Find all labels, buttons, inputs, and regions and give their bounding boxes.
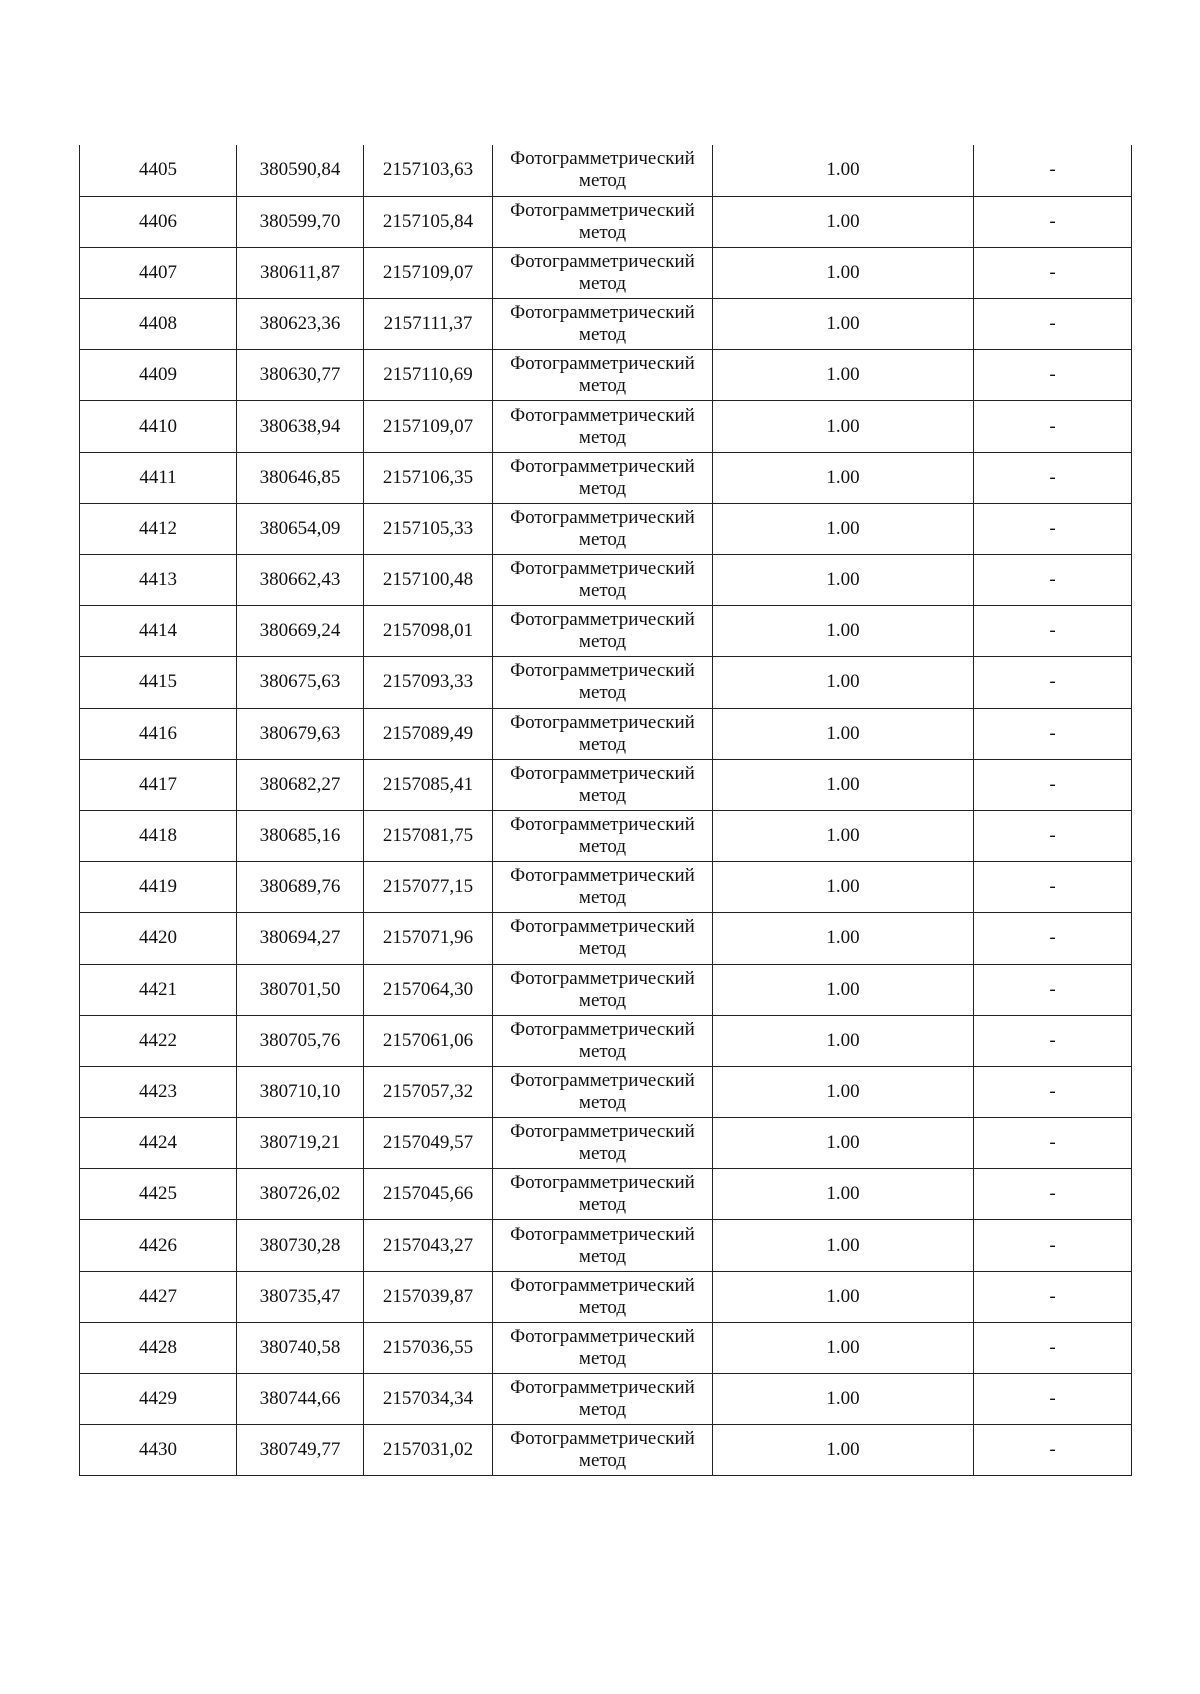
- table-row: [80, 1374, 1132, 1425]
- accuracy-cell: 1.00: [713, 1220, 974, 1271]
- x-coordinate-cell: 380682,27: [237, 759, 364, 810]
- point-number-cell: 4408: [80, 299, 237, 350]
- note-cell: -: [974, 503, 1132, 554]
- note-cell: -: [974, 1118, 1132, 1169]
- note-cell: -: [974, 708, 1132, 759]
- y-coordinate-cell: 2157111,37: [364, 299, 493, 350]
- method-cell: [493, 452, 713, 503]
- point-number-cell: 4426: [80, 1220, 237, 1271]
- method-line-2: метод: [578, 170, 627, 192]
- accuracy-cell: 1.00: [713, 1118, 974, 1169]
- y-coordinate-cell: 2157103,63: [364, 145, 493, 196]
- x-coordinate-cell: 380630,77: [237, 350, 364, 401]
- table-row: [80, 196, 1132, 247]
- accuracy-cell: 1.00: [713, 913, 974, 964]
- method-cell: [493, 145, 713, 196]
- accuracy-cell: 1.00: [713, 145, 974, 196]
- point-number-cell: 4427: [80, 1271, 237, 1322]
- method-line-2: метод: [578, 324, 627, 346]
- method-cell: [493, 1118, 713, 1169]
- method-cell: [493, 657, 713, 708]
- point-number-cell: 4423: [80, 1066, 237, 1117]
- method-line-1: Фотограмметрический: [510, 199, 695, 221]
- note-cell: -: [974, 1374, 1132, 1425]
- x-coordinate-cell: 380701,50: [237, 964, 364, 1015]
- method-cell: [493, 1015, 713, 1066]
- note-cell: -: [974, 759, 1132, 810]
- y-coordinate-cell: 2157064,30: [364, 964, 493, 1015]
- x-coordinate-cell: 380654,09: [237, 503, 364, 554]
- method-line-2: метод: [578, 631, 627, 653]
- method-line-1: Фотограмметрический: [510, 455, 695, 477]
- table-row: [80, 862, 1132, 913]
- method-line-2: метод: [578, 1399, 627, 1421]
- method-line-1: Фотограмметрический: [510, 660, 695, 682]
- method-line-2: метод: [578, 1194, 627, 1216]
- point-number-cell: 4407: [80, 247, 237, 298]
- table-row: [80, 503, 1132, 554]
- method-cell: [493, 708, 713, 759]
- table-row: [80, 145, 1132, 196]
- point-number-cell: 4405: [80, 145, 237, 196]
- note-cell: -: [974, 401, 1132, 452]
- method-cell: [493, 247, 713, 298]
- y-coordinate-cell: 2157071,96: [364, 913, 493, 964]
- y-coordinate-cell: 2157031,02: [364, 1425, 493, 1476]
- point-number-cell: 4410: [80, 401, 237, 452]
- y-coordinate-cell: 2157039,87: [364, 1271, 493, 1322]
- point-number-cell: 4412: [80, 503, 237, 554]
- y-coordinate-cell: 2157034,34: [364, 1374, 493, 1425]
- accuracy-cell: 1.00: [713, 401, 974, 452]
- y-coordinate-cell: 2157061,06: [364, 1015, 493, 1066]
- accuracy-cell: 1.00: [713, 606, 974, 657]
- accuracy-cell: 1.00: [713, 1322, 974, 1373]
- note-cell: -: [974, 1322, 1132, 1373]
- note-cell: -: [974, 1271, 1132, 1322]
- note-cell: -: [974, 606, 1132, 657]
- method-cell: [493, 759, 713, 810]
- point-number-cell: 4424: [80, 1118, 237, 1169]
- x-coordinate-cell: 380685,16: [237, 810, 364, 861]
- method-line-1: Фотограмметрический: [510, 865, 695, 887]
- method-line-2: метод: [578, 887, 627, 909]
- method-line-2: метод: [578, 375, 627, 397]
- accuracy-cell: 1.00: [713, 964, 974, 1015]
- table-body: [80, 145, 1132, 1476]
- point-number-cell: 4414: [80, 606, 237, 657]
- method-cell: [493, 1322, 713, 1373]
- table-row: [80, 555, 1132, 606]
- accuracy-cell: 1.00: [713, 1271, 974, 1322]
- table-row: [80, 1015, 1132, 1066]
- note-cell: -: [974, 862, 1132, 913]
- method-line-2: метод: [578, 1143, 627, 1165]
- method-line-1: Фотограмметрический: [510, 1172, 695, 1194]
- table-row: [80, 1322, 1132, 1373]
- y-coordinate-cell: 2157106,35: [364, 452, 493, 503]
- accuracy-cell: 1.00: [713, 1169, 974, 1220]
- table-row: [80, 964, 1132, 1015]
- note-cell: -: [974, 1066, 1132, 1117]
- accuracy-cell: 1.00: [713, 1374, 974, 1425]
- x-coordinate-cell: 380679,63: [237, 708, 364, 759]
- method-cell: [493, 606, 713, 657]
- note-cell: -: [974, 299, 1132, 350]
- point-number-cell: 4406: [80, 196, 237, 247]
- point-number-cell: 4429: [80, 1374, 237, 1425]
- method-line-2: метод: [578, 1296, 627, 1318]
- note-cell: -: [974, 555, 1132, 606]
- note-cell: -: [974, 452, 1132, 503]
- y-coordinate-cell: 2157100,48: [364, 555, 493, 606]
- point-number-cell: 4409: [80, 350, 237, 401]
- method-line-2: метод: [578, 477, 627, 499]
- accuracy-cell: 1.00: [713, 196, 974, 247]
- y-coordinate-cell: 2157098,01: [364, 606, 493, 657]
- y-coordinate-cell: 2157081,75: [364, 810, 493, 861]
- x-coordinate-cell: 380735,47: [237, 1271, 364, 1322]
- accuracy-cell: 1.00: [713, 452, 974, 503]
- method-line-1: Фотограмметрический: [510, 1274, 695, 1296]
- y-coordinate-cell: 2157110,69: [364, 350, 493, 401]
- note-cell: -: [974, 913, 1132, 964]
- point-number-cell: 4413: [80, 555, 237, 606]
- table-row: [80, 657, 1132, 708]
- table-row: [80, 1118, 1132, 1169]
- method-line-1: Фотограмметрический: [510, 353, 695, 375]
- note-cell: -: [974, 657, 1132, 708]
- x-coordinate-cell: 380623,36: [237, 299, 364, 350]
- table-row: [80, 401, 1132, 452]
- method-cell: [493, 299, 713, 350]
- y-coordinate-cell: 2157043,27: [364, 1220, 493, 1271]
- note-cell: -: [974, 145, 1132, 196]
- x-coordinate-cell: 380669,24: [237, 606, 364, 657]
- x-coordinate-cell: 380749,77: [237, 1425, 364, 1476]
- y-coordinate-cell: 2157105,84: [364, 196, 493, 247]
- method-line-2: метод: [578, 528, 627, 550]
- accuracy-cell: 1.00: [713, 708, 974, 759]
- method-line-2: метод: [578, 989, 627, 1011]
- point-number-cell: 4421: [80, 964, 237, 1015]
- method-line-2: метод: [578, 221, 627, 243]
- table-row: [80, 1425, 1132, 1476]
- method-cell: [493, 555, 713, 606]
- point-number-cell: 4416: [80, 708, 237, 759]
- x-coordinate-cell: 380662,43: [237, 555, 364, 606]
- note-cell: -: [974, 1220, 1132, 1271]
- x-coordinate-cell: 380705,76: [237, 1015, 364, 1066]
- x-coordinate-cell: 380675,63: [237, 657, 364, 708]
- x-coordinate-cell: 380646,85: [237, 452, 364, 503]
- x-coordinate-cell: 380638,94: [237, 401, 364, 452]
- method-line-2: метод: [578, 1347, 627, 1369]
- method-line-1: Фотограмметрический: [510, 1377, 695, 1399]
- point-number-cell: 4411: [80, 452, 237, 503]
- note-cell: -: [974, 1015, 1132, 1066]
- method-cell: [493, 1271, 713, 1322]
- y-coordinate-cell: 2157049,57: [364, 1118, 493, 1169]
- y-coordinate-cell: 2157085,41: [364, 759, 493, 810]
- point-number-cell: 4415: [80, 657, 237, 708]
- note-cell: -: [974, 964, 1132, 1015]
- y-coordinate-cell: 2157089,49: [364, 708, 493, 759]
- point-number-cell: 4420: [80, 913, 237, 964]
- table-row: [80, 1271, 1132, 1322]
- method-line-2: метод: [578, 938, 627, 960]
- point-number-cell: 4418: [80, 810, 237, 861]
- method-cell: [493, 401, 713, 452]
- method-cell: [493, 1169, 713, 1220]
- method-line-2: метод: [578, 784, 627, 806]
- note-cell: -: [974, 1169, 1132, 1220]
- method-line-1: Фотограмметрический: [510, 711, 695, 733]
- x-coordinate-cell: 380726,02: [237, 1169, 364, 1220]
- table-row: [80, 1169, 1132, 1220]
- method-cell: [493, 862, 713, 913]
- method-line-2: метод: [578, 682, 627, 704]
- x-coordinate-cell: 380719,21: [237, 1118, 364, 1169]
- table-row: [80, 247, 1132, 298]
- method-cell: [493, 196, 713, 247]
- accuracy-cell: 1.00: [713, 555, 974, 606]
- method-line-2: метод: [578, 1450, 627, 1472]
- note-cell: -: [974, 247, 1132, 298]
- y-coordinate-cell: 2157036,55: [364, 1322, 493, 1373]
- y-coordinate-cell: 2157057,32: [364, 1066, 493, 1117]
- method-cell: [493, 913, 713, 964]
- method-cell: [493, 350, 713, 401]
- table-row: [80, 606, 1132, 657]
- y-coordinate-cell: 2157109,07: [364, 247, 493, 298]
- method-line-2: метод: [578, 272, 627, 294]
- method-line-1: Фотограмметрический: [510, 250, 695, 272]
- x-coordinate-cell: 380744,66: [237, 1374, 364, 1425]
- x-coordinate-cell: 380740,58: [237, 1322, 364, 1373]
- accuracy-cell: 1.00: [713, 657, 974, 708]
- method-line-2: метод: [578, 1040, 627, 1062]
- table-row: [80, 1066, 1132, 1117]
- accuracy-cell: 1.00: [713, 810, 974, 861]
- x-coordinate-cell: 380689,76: [237, 862, 364, 913]
- accuracy-cell: 1.00: [713, 299, 974, 350]
- method-line-2: метод: [578, 733, 627, 755]
- x-coordinate-cell: 380694,27: [237, 913, 364, 964]
- accuracy-cell: 1.00: [713, 1425, 974, 1476]
- method-cell: [493, 503, 713, 554]
- method-cell: [493, 1220, 713, 1271]
- method-line-1: Фотограмметрический: [510, 1121, 695, 1143]
- point-number-cell: 4425: [80, 1169, 237, 1220]
- method-line-2: метод: [578, 1245, 627, 1267]
- table-row: [80, 1220, 1132, 1271]
- accuracy-cell: 1.00: [713, 1066, 974, 1117]
- y-coordinate-cell: 2157093,33: [364, 657, 493, 708]
- method-line-1: Фотограмметрический: [510, 1223, 695, 1245]
- method-line-2: метод: [578, 1091, 627, 1113]
- y-coordinate-cell: 2157045,66: [364, 1169, 493, 1220]
- method-line-1: Фотограмметрический: [510, 1325, 695, 1347]
- table-row: [80, 759, 1132, 810]
- method-line-2: метод: [578, 836, 627, 858]
- method-line-1: Фотограмметрический: [510, 558, 695, 580]
- method-line-1: Фотограмметрический: [510, 609, 695, 631]
- x-coordinate-cell: 380590,84: [237, 145, 364, 196]
- method-cell: [493, 1066, 713, 1117]
- accuracy-cell: 1.00: [713, 862, 974, 913]
- point-number-cell: 4422: [80, 1015, 237, 1066]
- table-row: [80, 452, 1132, 503]
- table-row: [80, 350, 1132, 401]
- point-number-cell: 4428: [80, 1322, 237, 1373]
- method-cell: [493, 810, 713, 861]
- note-cell: -: [974, 810, 1132, 861]
- accuracy-cell: 1.00: [713, 503, 974, 554]
- method-line-1: Фотограмметрический: [510, 302, 695, 324]
- x-coordinate-cell: 380730,28: [237, 1220, 364, 1271]
- method-line-2: метод: [578, 426, 627, 448]
- x-coordinate-cell: 380599,70: [237, 196, 364, 247]
- method-line-1: Фотограмметрический: [510, 916, 695, 938]
- method-line-1: Фотограмметрический: [510, 506, 695, 528]
- table-row: [80, 913, 1132, 964]
- note-cell: -: [974, 196, 1132, 247]
- method-cell: [493, 964, 713, 1015]
- coordinates-table: [79, 145, 1132, 1476]
- accuracy-cell: 1.00: [713, 350, 974, 401]
- accuracy-cell: 1.00: [713, 1015, 974, 1066]
- method-line-1: Фотограмметрический: [510, 1069, 695, 1091]
- point-number-cell: 4430: [80, 1425, 237, 1476]
- note-cell: -: [974, 1425, 1132, 1476]
- x-coordinate-cell: 380710,10: [237, 1066, 364, 1117]
- y-coordinate-cell: 2157109,07: [364, 401, 493, 452]
- x-coordinate-cell: 380611,87: [237, 247, 364, 298]
- method-line-1: Фотограмметрический: [510, 1428, 695, 1450]
- method-line-1: Фотограмметрический: [510, 404, 695, 426]
- method-line-1: Фотограмметрический: [510, 762, 695, 784]
- accuracy-cell: 1.00: [713, 759, 974, 810]
- method-line-1: Фотограмметрический: [510, 1018, 695, 1040]
- method-cell: [493, 1374, 713, 1425]
- table-row: [80, 299, 1132, 350]
- point-number-cell: 4417: [80, 759, 237, 810]
- method-line-1: Фотограмметрический: [510, 148, 695, 170]
- method-line-1: Фотограмметрический: [510, 814, 695, 836]
- y-coordinate-cell: 2157077,15: [364, 862, 493, 913]
- method-cell: [493, 1425, 713, 1476]
- table-row: [80, 810, 1132, 861]
- y-coordinate-cell: 2157105,33: [364, 503, 493, 554]
- method-line-2: метод: [578, 580, 627, 602]
- accuracy-cell: 1.00: [713, 247, 974, 298]
- note-cell: -: [974, 350, 1132, 401]
- table-row: [80, 708, 1132, 759]
- method-line-1: Фотограмметрический: [510, 967, 695, 989]
- point-number-cell: 4419: [80, 862, 237, 913]
